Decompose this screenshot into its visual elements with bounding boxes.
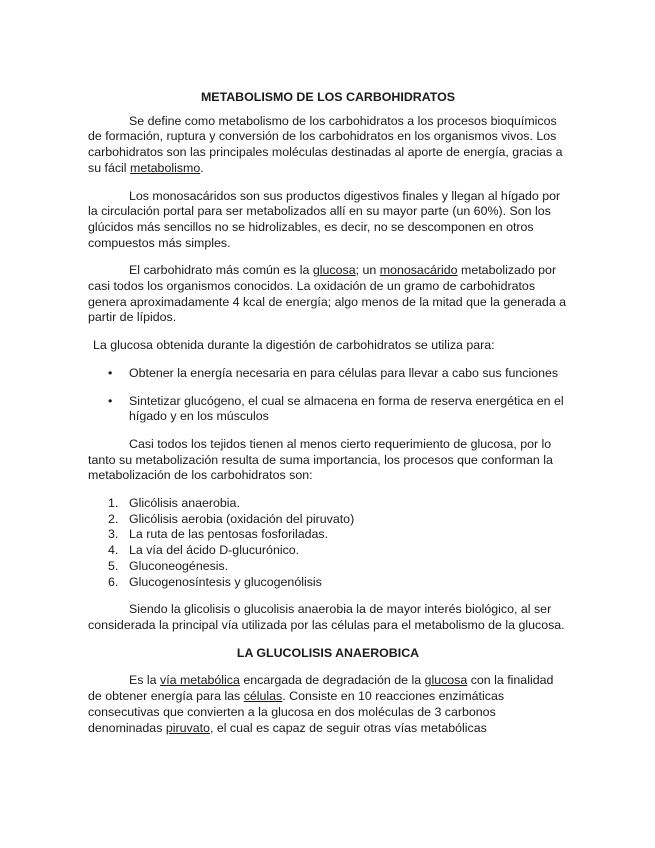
link-glucosa-2[interactable]: glucosa [424,673,468,688]
process-list [88,496,568,590]
paragraph-via-metabolica: Es la vía metabólica encargada de degradación de la glucosa con la finalidad de obtener energía para las células. Consiste en 10 reacciones enzimáticas consecutivas que convierten a la glucosa en dos moléculas de 3 carbonos denominadas piruvato, el cual es capaz de seguir otras vías metabólicas [88,673,554,735]
title-glucolisis: LA GLUCOLISIS ANAEROBICA [236,645,420,660]
bullet-item: • Obtener la energía necesaria en para células para llevar a cabo sus funciones [108,365,559,380]
paragraph-uso-glucosa: La glucosa obtenida durante la digestión de carbohidratos se utiliza para: [93,338,495,353]
paragraph-monosacaridos: Los monosacáridos son sus productos digestivos finales y llegan al hígado por la circulación portal para ser metabolizados allí en su mayor parte (un 60%). Son los glúcidos más sencillos no se hidrolizables, es decir, no se descomponen en otros compuestos más simples. [88,188,561,250]
list-item: 6. Glucogenosíntesis y glucogenólisis [108,574,322,589]
bullet-item: • Sintetizar glucógeno, el cual se almacena en forma de reserva energética en el hígado y en los músculos [108,393,564,424]
list-item: 3. La ruta de las pentosas fosforiladas. [108,527,329,542]
list-item: 5. Gluconeogénesis. [108,558,229,573]
bullet-list [88,366,568,425]
link-glucosa[interactable]: glucosa [312,263,356,278]
paragraph-tejidos: Casi todos los tejidos tienen al menos cierto requerimiento de glucosa, por lo tanto su metabolización resulta de suma importancia, los procesos que conforman la metabolización de los carbohidratos son: [88,436,553,483]
list-item: 4. La vía del ácido D-glucurónico. [108,543,300,558]
bullet-icon: • [108,365,113,380]
link-metabolismo[interactable]: metabolismo [130,160,201,175]
link-piruvato[interactable]: piruvato [165,720,210,735]
paragraph-glicolisis: Siendo la glicolisis o glucolisis anaerobia la de mayor interés biológico, al ser considerada la principal vía utilizada por las células para el metabolismo de la glucosa. [88,602,565,632]
paragraph-glucosa: El carbohidrato más común es la glucosa; un monosacárido metabolizado por casi todos los organismos conocidos. La oxidación de un gramo de carbohidratos genera aproximadamente 4 kcal de energía; algo menos de la mitad que la generada a partir de lípidos. [88,263,567,325]
title-metabolismo: METABOLISMO DE LOS CARBOHIDRATOS [200,90,455,104]
list-item: 1. Glicólisis anaerobia. [108,496,240,511]
link-via-metabolica[interactable]: vía metabólica [160,673,240,688]
link-celulas[interactable]: células [243,689,283,704]
paragraph-definition: Se define como metabolismo de los carbohidratos a los procesos bioquímicos de formación, ruptura y conversión de los carbohidratos en los organismos vivos. Los carbohidratos son las principales moléculas destinadas al aporte de energía, gracias a su fácil metabolismo. [88,113,563,175]
list-item: 2. Glicólisis aerobia (oxidación del piruvato) [108,511,355,526]
link-monosacarido[interactable]: monosacárido [379,263,458,278]
document-page [88,0,568,736]
bullet-icon: • [108,393,113,408]
